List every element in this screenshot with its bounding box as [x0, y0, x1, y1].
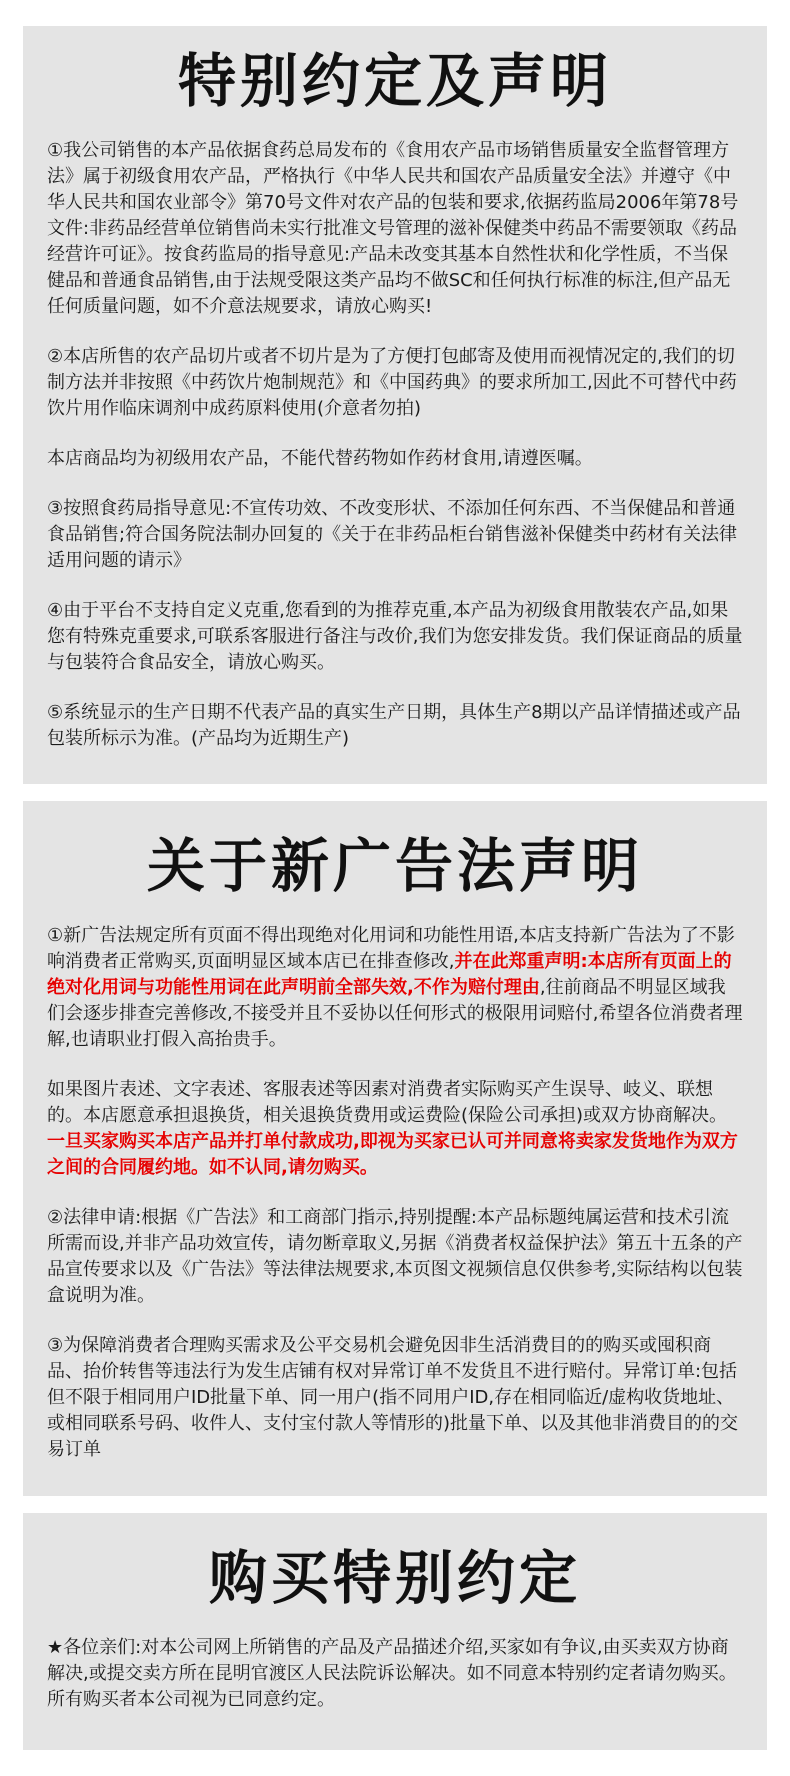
paragraph — [47, 1077, 743, 1181]
paragraph-text: 如果图片表述、文字表述、客服表述等因素对消费者实际购买产生误导、岐义、联想的。本店愿意承担退换货，相关退换货费用或运费险(保险公司承担)或双方协商解决。 — [47, 1079, 728, 1126]
special-agreement-panel — [23, 26, 767, 784]
paragraph-text: ,往前商品不明显区域我们会逐步排查完善修改,不接受并且不妥协以任何形式的极限用词赔付,希望各位消费者理解,也请职业打假入高抬贵手。 — [47, 977, 743, 1050]
purchase-agreement-panel — [23, 1513, 767, 1750]
paragraph: ②本店所售的农产品切片或者不切片是为了方便打包邮寄及使用而视情况定的,我们的切制方法并非按照《中药饮片炮制规范》和《中国药典》的要求所加工,因此不可替代中药饮片用作临床调剂中成药原料使用(介意者勿拍) — [47, 346, 737, 419]
paragraph: ①我公司销售的本产品依据食药总局发布的《食用农产品市场销售质量安全监督管理方法》属于初级食用农产品，严格执行《中华人民共和国农产品质量安全法》并遵守《中华人民共和国农业部令》第70号文件对农产品的包装和要求,依据药监局2006年第78号文件:非药品经营单位销售尚未实行批准文号管理的滋补保健类中药品不需要领取《药品经营许可证》。按食药监局的指导意见:产品未改变其基本自然性状和化学性质，不当保健品和普通食品销售,由于法规受限这类产品均不做SC和任何执行标准的标注,但产品无任何质量问题，如不介意法规要求，请放心购买! — [47, 140, 739, 317]
paragraph: ②法律申请:根据《广告法》和工商部门指示,持别提醒:本产品标题纯属运营和技术引流所需而设,并非产品功效宣传，请勿断章取义,另据《消费者权益保护法》第五十五条的产品宣传要求以及《广告法》等法律法规要求,本页图文视频信息仅供参考,实际结构以包装盒说明为准。 — [47, 1207, 743, 1306]
highlight-text: 一旦买家购买本店产品并打单付款成功,即视为买家已认可并同意将卖家发货地作为双方之间的合同履约地。如不认同,请勿购买。 — [47, 1131, 738, 1178]
paragraph: ④由于平台不支持自定义克重,您看到的为推荐克重,本产品为初级食用散装农产品,如果您有特殊克重要求,可联系客服进行备注与改价,我们为您安排发货。我们保证商品的质量与包装符合食品安全，请放心购买。 — [47, 600, 743, 673]
paragraph — [47, 923, 743, 1053]
paragraph-text: ①新广告法规定所有页面不得出现绝对化用词和功能性用语,本店支持新广告法为了不影响消费者正常购买,页面明显区域本店已在排查修改, — [47, 925, 735, 972]
highlight-text: 并在此郑重声明:本店所有页面上的绝对化用词与功能性用词在此声明前全部失效,不作为赔付理由 — [47, 951, 732, 998]
paragraph: 本店商品均为初级用农产品，不能代替药物如作药材食用,请遵医嘱。 — [47, 448, 593, 469]
paragraph: ⑤系统显示的生产日期不代表产品的真实生产日期，具体生产8期以产品详情描述或产品包装所标示为准。(产品均为近期生产) — [47, 702, 741, 749]
section-title: 关于新广告法声明 — [146, 832, 643, 900]
section-title: 购买特别约定 — [208, 1544, 581, 1612]
ad-law-statement-panel — [23, 801, 767, 1496]
section-title: 特别约定及声明 — [177, 47, 612, 115]
paragraph: ③按照食药局指导意见:不宣传功效、不改变形状、不添加任何东西、不当保健品和普通食品销售;符合国务院法制办回复的《关于在非药品柜台销售滋补保健类中药材有关法律适用问题的请示》 — [47, 498, 738, 571]
paragraph: ★各位亲们:对本公司网上所销售的产品及产品描述介绍,买家如有争议,由买卖双方协商解决,或提交卖方所在昆明官渡区人民法院诉讼解决。如不同意本特别约定者请勿购买。所有购买者本公司视为已同意约定。 — [47, 1637, 737, 1710]
paragraph: ③为保障消费者合理购买需求及公平交易机会避免因非生活消费目的的购买或囤积商品、抬价转售等违法行为发生店铺有权对异常订单不发货且不进行赔付。异常订单:包括但不限于相同用户ID批量下单、同一用户(指不同用户ID,存在相同临近/虚构收货地址、或相同联系号码、收件人、支付宝付款人等情形的)批量下单、以及其他非消费目的的交易订单 — [47, 1335, 739, 1460]
